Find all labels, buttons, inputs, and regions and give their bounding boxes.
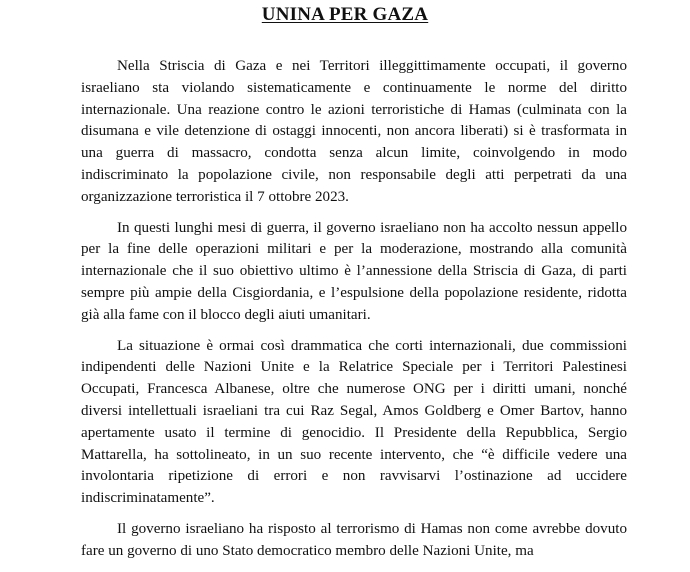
document-body	[81, 56, 627, 572]
paragraph-2: In questi lunghi mesi di guerra, il governo israeliano non ha accolto nessun appello per la fine delle operazioni militari e per la moderazione, mostrando alla comunità internazionale che il suo obiettivo ultimo è l’annessione della Striscia di Gaza, di parti sempre più ampie della Cisgiordania, e l’espulsione della popolazione residente, ridotta già alla fame con il blocco degli aiuti umanitari.	[81, 219, 627, 323]
document-title: UNINA PER GAZA	[261, 4, 429, 25]
paragraph-3: La situazione è ormai così drammatica che corti internazionali, due commissioni indipendenti delle Nazioni Unite e la Relatrice Speciale per i Territori Palestinesi Occupati, Francesca Albanese, oltre che numerose ONG per i diritti umani, nonché diversi intellettuali israeliani tra cui Raz Segal, Amos Goldberg e Omer Bartov, hanno apertamente usato il termine di genocidio. Il Presidente della Repubblica, Sergio Mattarella, ha sottolineato, in un suo recente intervento, che “è difficile vedere una involontaria ripetizione di errori e non ravvisarvi l’ostinazione ad uccidere indiscriminatamente”.	[81, 337, 627, 507]
paragraph-4: Il governo israeliano ha risposto al terrorismo di Hamas non come avrebbe dovuto fare un governo di uno Stato democratico membro delle Nazioni Unite, ma	[81, 520, 627, 559]
paragraph-1: Nella Striscia di Gaza e nei Territori illeggittimamente occupati, il governo israeliano sta violando sistematicamente e continuamente le norme del diritto internazionale. Una reazione contro le azioni terroristiche di Hamas (culminata con la disumana e vile detenzione di ostaggi innocenti, non ancora liberati) si è trasformata in una guerra di massacro, condotta senza alcun limite, coinvolgendo in modo indiscriminato la popolazione civile, non responsabile degli atti perpetrati da una organizzazione terroristica il 7 ottobre 2023.	[81, 58, 627, 205]
